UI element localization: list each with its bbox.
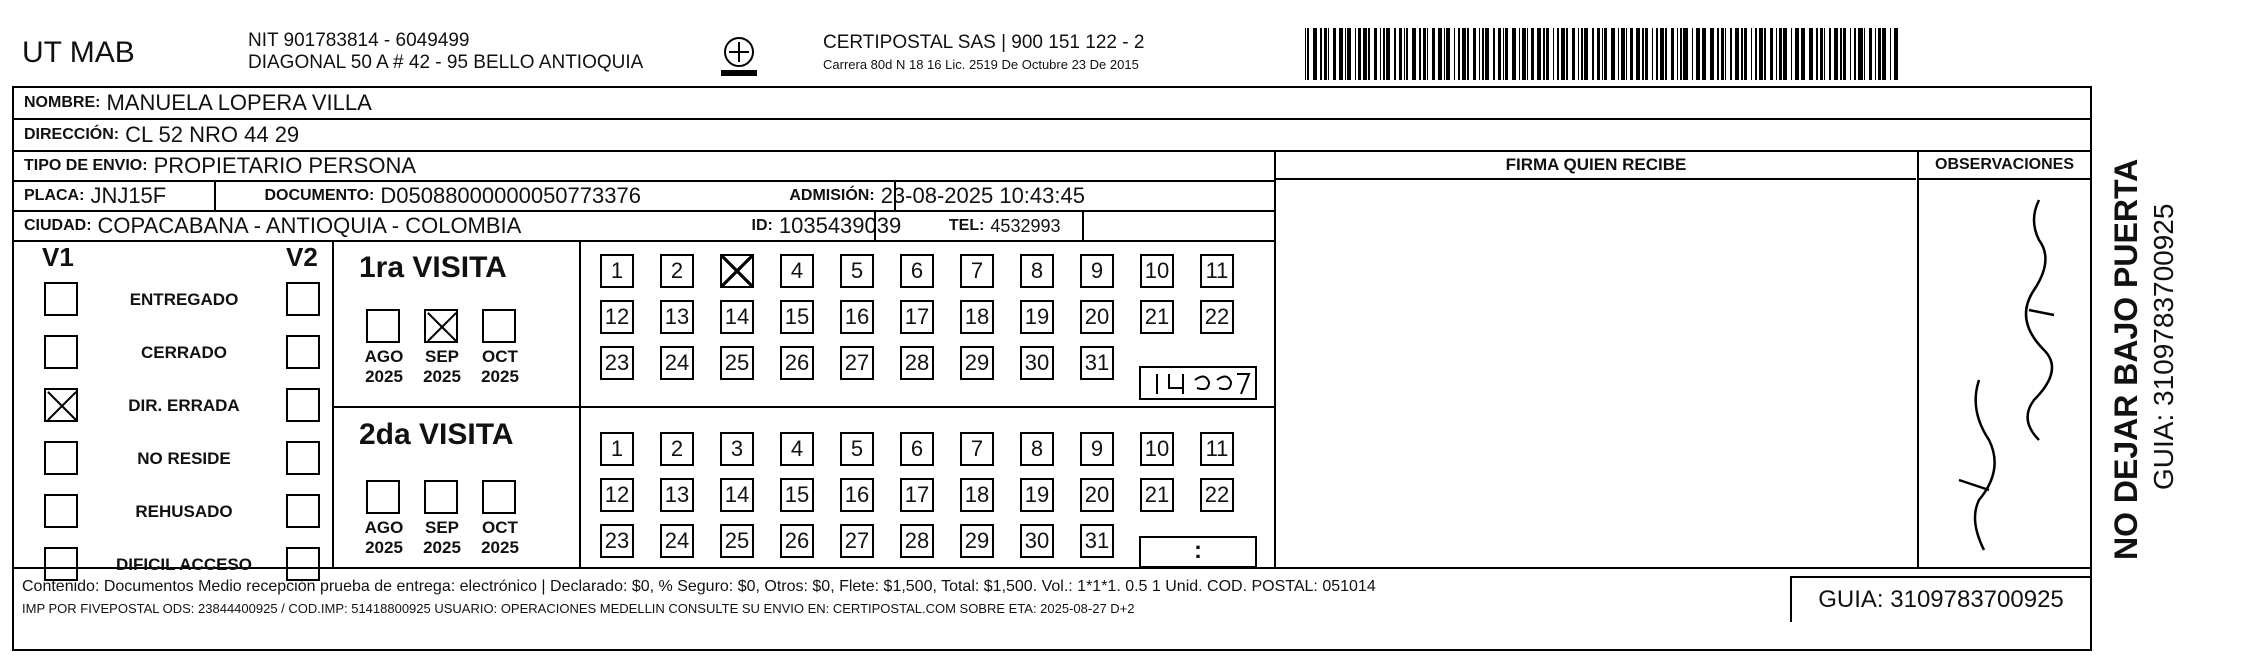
visit1-day[interactable]: 17 [900,300,934,334]
visit1-day[interactable]: 21 [1140,300,1174,334]
visit2-title: 2da VISITA [359,418,514,451]
barcode-bar [1505,28,1507,80]
barcode-bar [1626,28,1627,80]
barcode-bar [1840,28,1842,80]
visit2-day[interactable]: 24 [660,524,694,558]
visit1-day[interactable]: 2 [660,254,694,288]
visit1-month-label: OCT 2025 [481,347,519,386]
barcode-bar [1553,28,1554,80]
visit1-day[interactable]: 18 [960,300,994,334]
barcode-bar [1683,28,1687,80]
barcode-bar [1710,28,1714,80]
barcode-bar [1412,28,1416,80]
barcode-bar [1485,28,1489,80]
visit2-day[interactable]: 26 [780,524,814,558]
visit1-day[interactable]: 22 [1200,300,1234,334]
visit1-day[interactable] [720,254,754,288]
status-label: ENTREGADO [129,290,239,309]
visit2-day[interactable]: 4 [780,432,814,466]
visit1-day[interactable]: 20 [1080,300,1114,334]
visit2-day[interactable]: 17 [900,478,934,512]
barcode-bar [1791,28,1793,80]
barcode-bar [1458,28,1460,80]
side-warning: NO DEJAR BAJO PUERTA [2108,158,2144,560]
v2-checkbox[interactable] [286,388,320,422]
observacion-text: Falta apartamento [1919,180,1928,181]
visit2-month-label: OCT 2025 [481,518,519,557]
barcode-bar [1522,28,1525,80]
barcode-bar [1730,28,1732,80]
barcode-bar [1878,28,1880,80]
barcode-bar [1717,28,1719,80]
barcode-bar [1618,28,1620,80]
barcode-bar [1320,28,1322,80]
v2-checkbox[interactable] [286,282,320,316]
barcode-bar [1368,28,1370,80]
barcode-bar [1363,28,1367,80]
footer-guia: GUIA: 3109783700925 [1790,576,2090,622]
barcode-bar [1621,28,1624,80]
barcode-bar [1677,28,1678,80]
barcode-bar [1592,28,1594,80]
nombre-label: NOMBRE: [24,94,101,111]
barcode-bar [1399,28,1402,80]
visit2-day[interactable]: 14 [720,478,754,512]
barcode-bar [1597,28,1600,80]
barcode-bar [1776,28,1777,80]
barcode-bar [1419,28,1421,80]
documento-label: DOCUMENTO: [264,187,375,204]
barcode-bar [1446,28,1449,80]
side-guia: GUIA: 3109783700925 [2148,203,2179,490]
barcode-bar [1636,28,1640,80]
v1-checkbox[interactable] [44,388,78,422]
v2-checkbox[interactable] [286,441,320,475]
visit1-day[interactable]: 16 [840,300,874,334]
visit2-day[interactable]: 31 [1080,524,1114,558]
visit2-day[interactable]: 23 [600,524,634,558]
visit2-month-label: SEP 2025 [423,518,461,557]
barcode-bar [1432,28,1434,80]
barcode-bar [1479,28,1480,80]
barcode-bar [1313,28,1317,80]
barcode-bar [1692,28,1694,80]
footer-text [22,576,1782,620]
visit2-day[interactable]: 20 [1080,478,1114,512]
visit1-day[interactable]: 24 [660,346,694,380]
barcode-bar [1462,28,1466,80]
barcode-bar [1404,28,1405,80]
barcode-bar [1604,28,1606,80]
visit1-day[interactable]: 29 [960,346,994,380]
id-label: ID: [751,217,773,234]
visit2-day[interactable]: 15 [780,478,814,512]
barcode-bar [1423,28,1426,80]
visit2-day[interactable]: 25 [720,524,754,558]
barcode-bar [1894,28,1897,80]
v1-checkbox[interactable] [44,441,78,475]
observaciones-header: OBSERVACIONES [1919,152,2090,180]
visit2-day[interactable]: 5 [840,432,874,466]
visit2-day[interactable]: 9 [1080,432,1114,466]
visit1-day[interactable]: 13 [660,300,694,334]
barcode-bar [1380,28,1381,80]
barcode-bar [1665,28,1667,80]
status-label: NO RESIDE [137,449,231,468]
visit2-day[interactable]: 10 [1140,432,1174,466]
barcode-bar [1642,28,1644,80]
firma-area[interactable] [1276,180,1916,565]
v2-checkbox[interactable] [286,335,320,369]
visit2-day[interactable]: 18 [960,478,994,512]
barcode-bar [1503,28,1504,80]
barcode-bar [1611,28,1615,80]
visit1-time-handwriting [1139,366,1257,400]
barcode-bar [1875,28,1876,80]
visit1-day[interactable]: 27 [840,346,874,380]
tipo-label: TIPO DE ENVIO: [24,157,148,174]
barcode-bar [1427,28,1428,80]
company-address: DIAGONAL 50 A # 42 - 95 BELLO ANTIOQUIA [248,52,644,73]
barcode-bar [1882,28,1886,80]
barcode-bar [1725,28,1726,80]
barcode-bar [1498,28,1501,80]
barcode-bar [1333,28,1335,80]
visit2-day[interactable]: 6 [900,432,934,466]
barcode-bar [1869,28,1872,80]
footer-line2: IMP POR FIVEPOSTAL ODS: 23844400925 / COD.IMP: 51418800925 USUARIO: OPERACIONES MEDELLIN CONSULTE SU ENVIO EN: CERTIPOSTAL.COM SOBRE ETA: 2025-08-27 D+2 [22,601,1135,616]
barcode-bar [1652,28,1653,80]
direccion-label: DIRECCIÓN: [24,126,120,143]
barcode-bar [1779,28,1781,80]
barcode-bar [1324,28,1327,80]
visit1-title: 1ra VISITA [359,251,507,284]
visit1-day[interactable]: 31 [1080,346,1114,380]
nombre-value: MANUELA LOPERA VILLA [106,90,372,115]
barcode-bar [1438,28,1442,80]
barcode-bar [1656,28,1658,80]
visit1-day[interactable]: 9 [1080,254,1114,288]
barcode-bar [1702,28,1703,80]
barcode-bar [1537,28,1541,80]
visit1-day[interactable]: 10 [1140,254,1174,288]
barcode-bar [1374,28,1377,80]
visit1-day[interactable]: 30 [1020,346,1054,380]
barcode-bar [1854,28,1856,80]
visit1-day[interactable]: 11 [1200,254,1234,288]
visit1-day[interactable]: 28 [900,346,934,380]
barcode-bar [1834,28,1838,80]
visit1-day[interactable]: 8 [1020,254,1054,288]
barcode-bar [1512,28,1516,80]
v2-label: V2 [286,242,318,272]
barcode-bar [1820,28,1823,80]
barcode-bar [1482,28,1484,80]
barcode-bar [1741,28,1743,80]
v1-checkbox[interactable] [44,335,78,369]
visit2-month-checkbox[interactable] [482,480,516,514]
visit1-day[interactable]: 25 [720,346,754,380]
barcode-bar [1759,28,1763,80]
visit1-day[interactable]: 23 [600,346,634,380]
row-nombre [14,88,2090,120]
certipostal-logo [715,34,763,82]
barcode-bar [1864,28,1866,80]
firma-header: FIRMA QUIEN RECIBE [1276,152,1916,180]
visit1-day[interactable]: 6 [900,254,934,288]
barcode-bar [1305,28,1306,80]
barcode-bar [1307,28,1309,80]
placa-label: PLACA: [24,187,85,204]
barcode-bar [1578,28,1579,80]
visit2-day[interactable]: 22 [1200,478,1234,512]
barcode-bar [1386,28,1390,80]
barcode-bar [1394,28,1396,80]
visit2-day[interactable]: 27 [840,524,874,558]
status-label: DIFICIL ACCESO [115,555,252,574]
barcode-bar [1829,28,1831,80]
ciudad-label: CIUDAD: [24,217,92,234]
barcode-bar [1850,28,1851,80]
barcode-bar [1890,28,1892,80]
barcode-bar [1584,28,1588,80]
barcode-bar [1581,28,1583,80]
row-tipo [14,152,1274,182]
barcode-bar [1454,28,1455,80]
barcode-bar [1843,28,1846,80]
visit1-day[interactable]: 15 [780,300,814,334]
visit2-day[interactable]: 12 [600,478,634,512]
barcode-bar [1339,28,1343,80]
visit2-day[interactable]: 2 [660,432,694,466]
v2-checkbox[interactable] [286,494,320,528]
barcode-bar [1824,28,1825,80]
ciudad-value: COPACABANA - ANTIOQUIA - COLOMBIA [97,213,522,238]
barcode-bar [1764,28,1766,80]
carrier-name: CERTIPOSTAL SAS | 900 151 122 - 2 [823,32,1145,53]
tipo-value: PROPIETARIO PERSONA [153,153,416,178]
barcode-bar [1531,28,1533,80]
barcode-bar [1802,28,1804,80]
visit2-day[interactable]: 21 [1140,478,1174,512]
barcode-bar [1809,28,1813,80]
nit: NIT 901783814 - 6049499 [248,30,470,51]
barcode-bar [1602,28,1603,80]
visit1-month-checkbox[interactable] [482,309,516,343]
barcode-bar [1770,28,1773,80]
visit1-day[interactable]: 26 [780,346,814,380]
svg-text:1407: 1407 [1139,366,1142,367]
barcode-bar [1721,28,1724,80]
company-info [248,30,643,74]
visit1-day[interactable]: 12 [600,300,634,334]
row-direccion [14,120,2090,152]
admision-label: ADMISIÓN: [789,187,875,204]
barcode-bar [1816,28,1818,80]
status-label: CERRADO [141,343,227,362]
barcode-bar [1755,28,1757,80]
barcode-bar [1473,28,1476,80]
barcode-bar [1444,28,1446,80]
visit1-day[interactable]: 1 [600,254,634,288]
visit2-time-box[interactable]: : [1139,536,1257,568]
visit2-day[interactable]: 7 [960,432,994,466]
barcode-bar [1703,28,1705,80]
carrier-info [823,32,1144,76]
barcode-bar [1795,28,1798,80]
barcode [1305,28,1900,80]
barcode-bar [1671,28,1674,80]
visit2-month-label: AGO 2025 [364,518,404,557]
v1-label: V1 [42,242,74,272]
footer-line1: Contenido: Documentos Medio recepción prueba de entrega: electrónico | Declarado: $0, % Seguro: $0, Otros: $0, Flete: $1,500, Total: $1,500. Vol.: 1*1*1. 0.5 1 Unid. COD. POSTAL: 051014 [22,578,1376,595]
visit2-day[interactable]: 19 [1020,478,1054,512]
barcode-bar [1345,28,1347,80]
visit1-day[interactable]: 7 [960,254,994,288]
visit1-day[interactable]: 5 [840,254,874,288]
visit2-day[interactable]: 28 [900,524,934,558]
barcode-bar [1561,28,1565,80]
barcode-bar [1645,28,1648,80]
visit2-day[interactable]: 30 [1020,524,1054,558]
barcode-bar [1543,28,1545,80]
barcode-bar [1519,28,1521,80]
company-name: UT MAB [22,36,135,69]
admision-value: 23-08-2025 10:43:45 [880,183,1085,208]
barcode-bar [1696,28,1699,80]
visit1-month-checkbox[interactable] [424,309,458,343]
barcode-bar [1735,28,1739,80]
visit2-day[interactable]: 1 [600,432,634,466]
visit2-day[interactable]: 16 [840,478,874,512]
visit1-day[interactable]: 4 [780,254,814,288]
barcode-bar [1527,28,1528,80]
barcode-bar [1467,28,1469,80]
barcode-bar [1355,28,1356,80]
visit1-day[interactable]: 14 [720,300,754,334]
barcode-bar [1347,28,1350,80]
tel-value: 4532993 [990,215,1061,236]
visit2-day[interactable]: 11 [1200,432,1234,466]
visit2-day[interactable]: 8 [1020,432,1054,466]
visit2-month-checkbox[interactable] [424,480,458,514]
barcode-bar [1783,28,1787,80]
barcode-bar [1660,28,1664,80]
visit1-month-label: SEP 2025 [423,347,461,386]
documento-value: D05088000000050773376 [380,183,641,208]
barcode-bar [1751,28,1752,80]
v1-checkbox[interactable] [44,282,78,316]
visit1-month-label: AGO 2025 [364,347,404,386]
barcode-bar [1493,28,1495,80]
barcode-bar [1572,28,1575,80]
visit2-day[interactable]: 13 [660,478,694,512]
tel-label: TEL: [948,217,985,234]
delivery-form [12,86,2092,651]
status-label: DIR. ERRADA [128,396,240,415]
visit2-day[interactable]: 29 [960,524,994,558]
barcode-bar [1858,28,1862,80]
barcode-bar [1801,28,1802,80]
barcode-bar [1566,28,1568,80]
visit1-month-checkbox[interactable] [366,309,400,343]
row-placa [14,182,1274,212]
barcode-bar [1744,28,1747,80]
v1-checkbox[interactable] [44,494,78,528]
observacion-handwriting [1919,180,2090,565]
barcode-bar [1630,28,1632,80]
visit2-day[interactable]: 3 [720,432,754,466]
placa-value: JNJ15F [90,183,167,208]
visit2-month-checkbox[interactable] [366,480,400,514]
barcode-bar [1328,28,1329,80]
barcode-bar [1358,28,1360,80]
status-label: REHUSADO [135,502,233,521]
barcode-bar [1546,28,1549,80]
carrier-address: Carrera 80d N 18 16 Lic. 2519 De Octubre 23 De 2015 [823,57,1139,72]
direccion-value: CL 52 NRO 44 29 [125,122,300,147]
barcode-bar [1383,28,1385,80]
barcode-bar [1406,28,1408,80]
row-ciudad [14,212,1274,242]
barcode-bar [1557,28,1559,80]
barcode-bar [1680,28,1682,80]
id-value: 1035439039 [778,213,902,238]
visit1-day[interactable]: 19 [1020,300,1054,334]
